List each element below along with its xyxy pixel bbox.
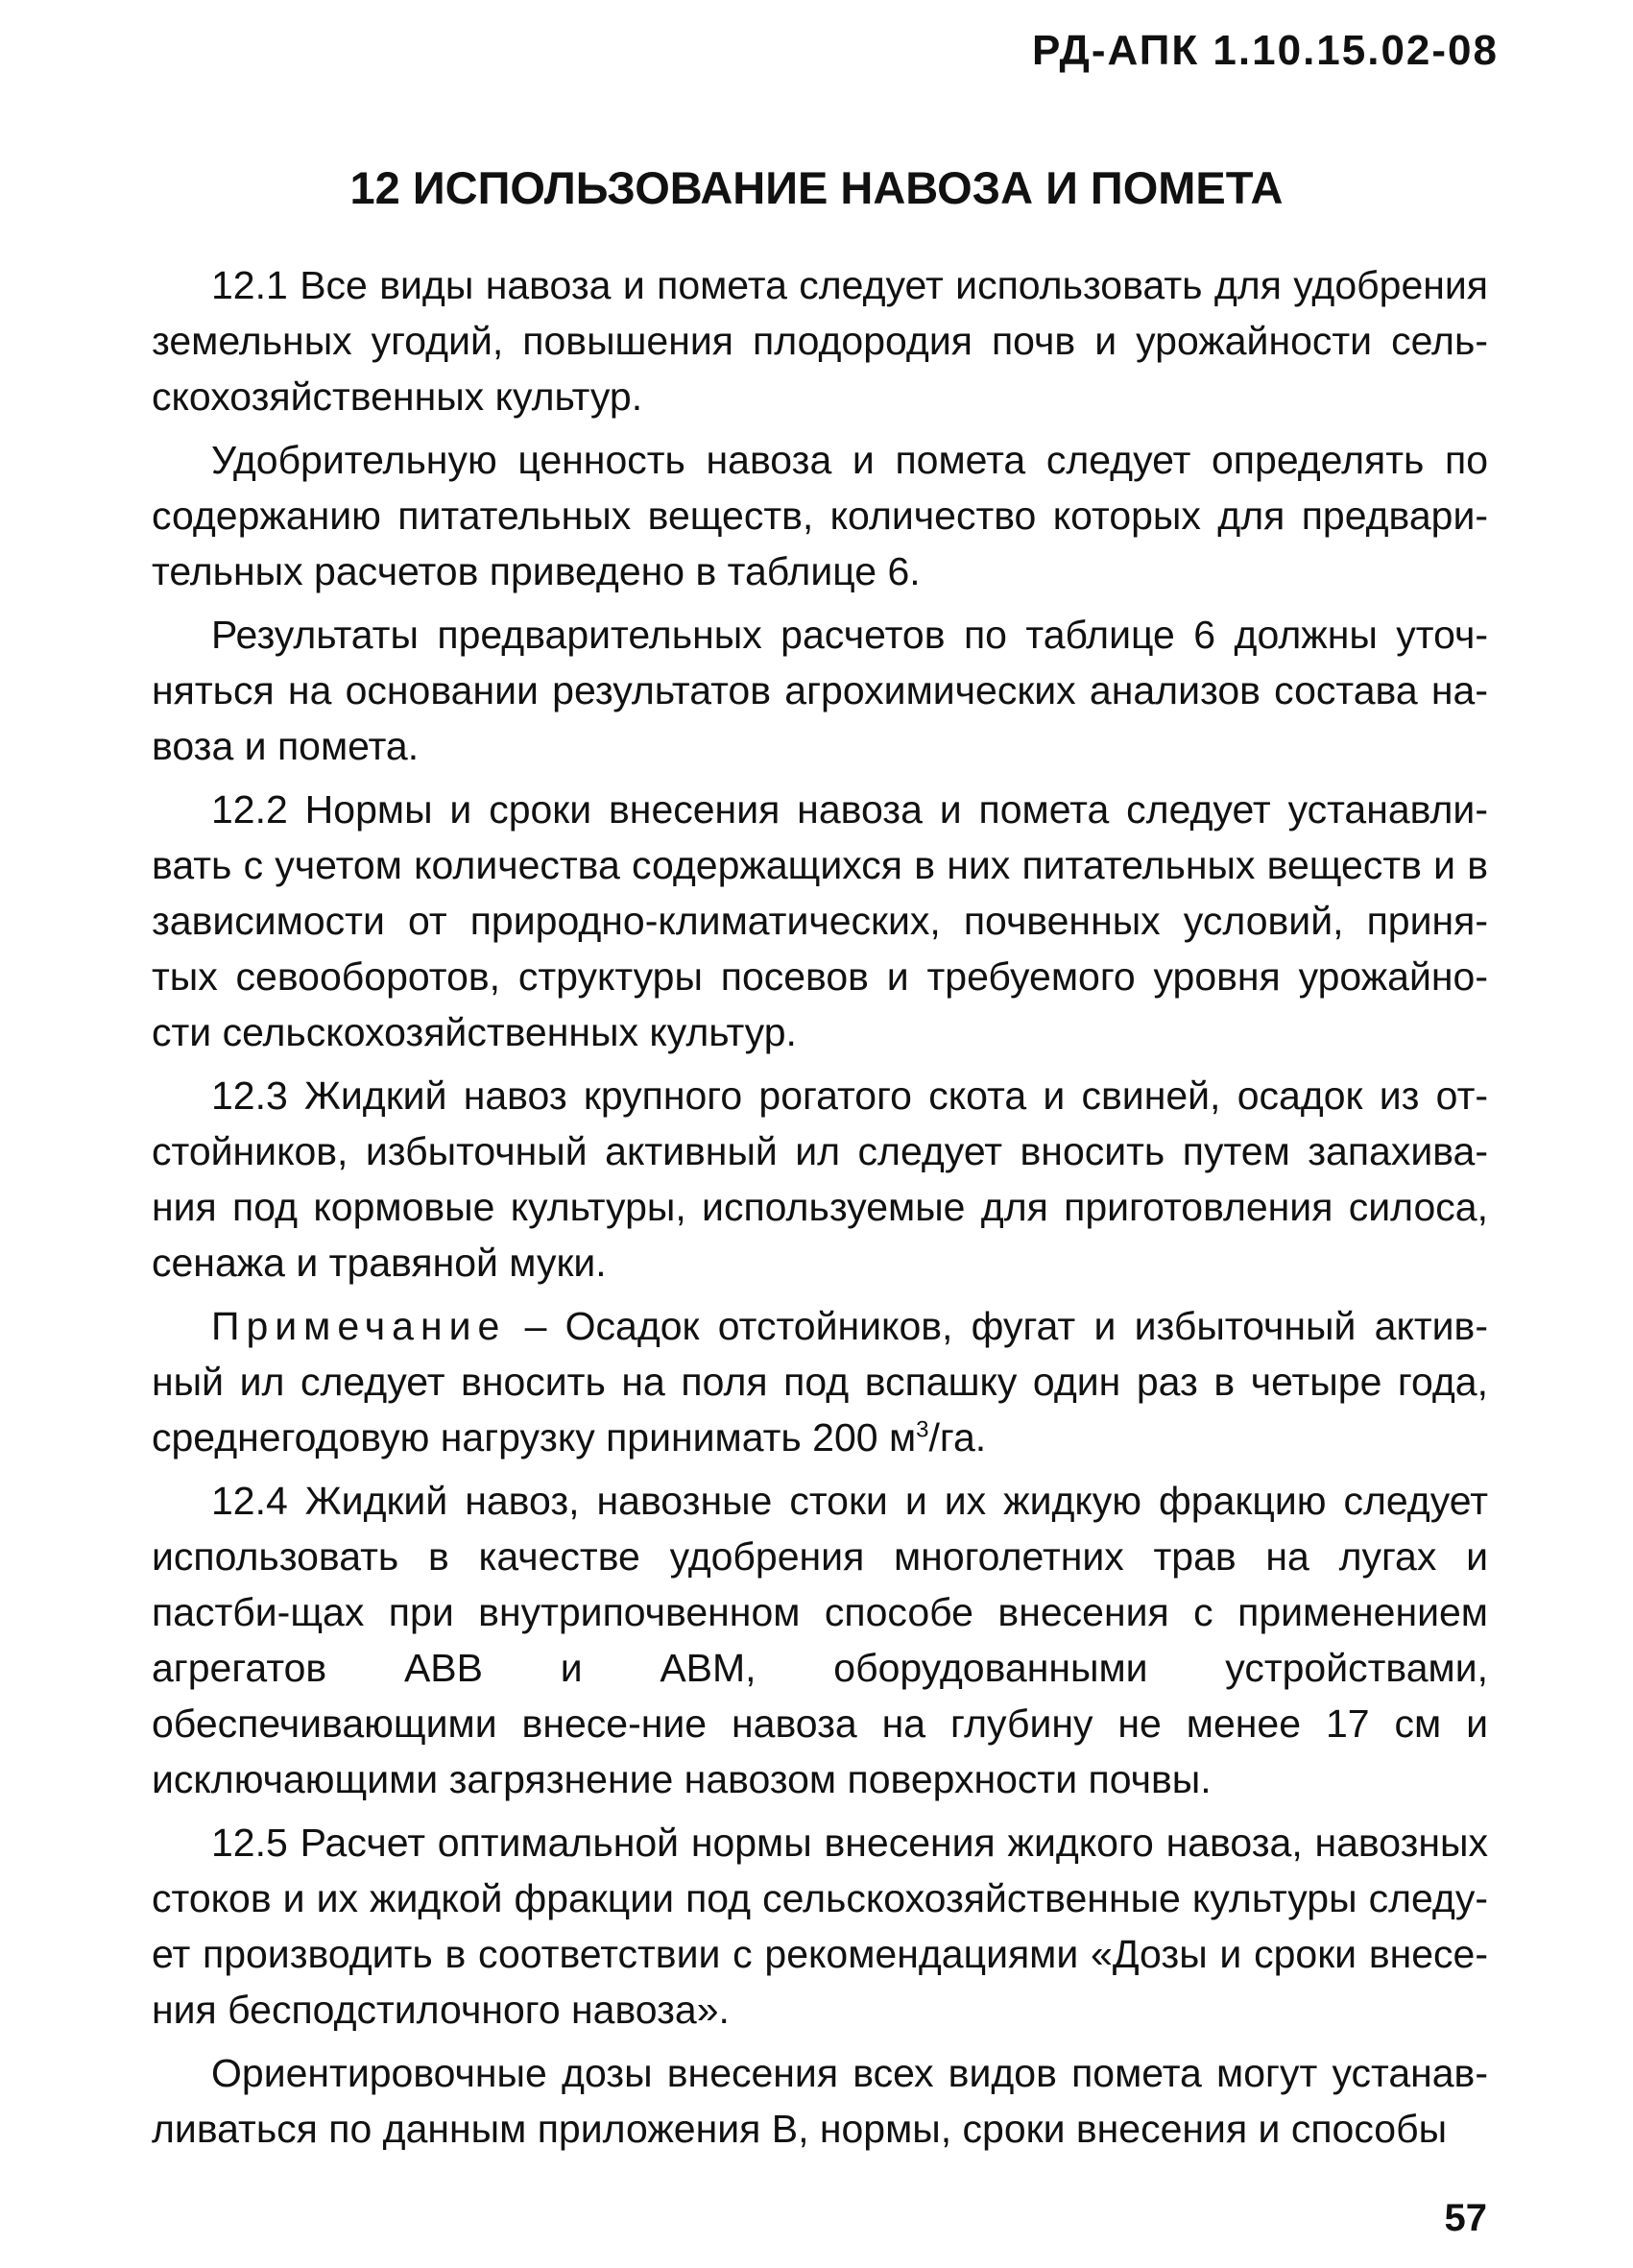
document-code: РД-АПК 1.10.15.02-08: [1031, 27, 1499, 74]
paragraph-12-4: 12.4 Жидкий навоз, навозные стоки и их жидкую фракцию следует использовать в качестве удобрения многолетних трав на лугах и пастби-щах при внутрипочвенном способе внесения с применением агрегатов АВВ и АВМ, оборудованными устройствами, обеспечивающими внесе-ние навоза на глубину не менее 17 см и исключающими загрязнение навозом поверхности почвы.: [152, 1479, 1488, 1801]
note-text-end: /га.: [928, 1415, 987, 1460]
note-text: – Осадок отстойников, фугат и избыточный актив-ный ил следует вносить на поля под вспашку один раз в четыре года, среднегодовую нагрузку принимать 200 м: [152, 1304, 1488, 1460]
paragraph-preliminary-results: Результаты предварительных расчетов по таблице 6 должны уточ-няться на основании результатов агрохимических анализов состава на-воза и помета.: [152, 613, 1488, 768]
paragraph-12-5: 12.5 Расчет оптимальной нормы внесения жидкого навоза, навозных стоков и их жидкой фракции под сельскохозяйственные культуры следу-ет производить в соответствии с рекомендациями «Дозы и сроки внесе-ния бесподстилочного навоза».: [152, 1821, 1488, 2032]
paragraph-poultry-doses: Ориентировочные дозы внесения всех видов помета могут устанав-ливаться по данным приложения В, нормы, сроки внесения и способы: [152, 2051, 1488, 2151]
note-paragraph: [152, 1298, 1488, 1465]
note-label: Примечание: [211, 1304, 507, 1348]
paragraph-fertilizer-value: Удобрительную ценность навоза и помета следует определять по содержанию питательных веществ, количество которых для предвари-тельных расчетов приведено в таблице 6.: [152, 438, 1488, 593]
paragraph-12-2: 12.2 Нормы и сроки внесения навоза и помета следует устанавли-вать с учетом количества содержащихся в них питательных веществ и в зависимости от природно-климатических, почвенных условий, приня-тых севооборотов, структуры посевов и требуемого уровня урожайно-сти сельскохозяйственных культур.: [152, 787, 1488, 1054]
paragraph-12-3: 12.3 Жидкий навоз крупного рогатого скота и свиней, осадок из от-стойников, избыточный активный ил следует вносить путем запахива-ния под кормовые культуры, используемые для приготовления силоса, сенажа и травяной муки.: [152, 1074, 1488, 1285]
note-superscript: 3: [916, 1416, 929, 1443]
section-title: 12 ИСПОЛЬЗОВАНИЕ НАВОЗА И ПОМЕТА: [349, 162, 1284, 213]
document-body: [152, 257, 1488, 2164]
paragraph-12-1: 12.1 Все виды навоза и помета следует использовать для удобрения земельных угодий, повышения плодородия почв и урожайности сель-скохозяйственных культур.: [152, 263, 1488, 419]
page-number: 57: [1444, 2197, 1487, 2239]
